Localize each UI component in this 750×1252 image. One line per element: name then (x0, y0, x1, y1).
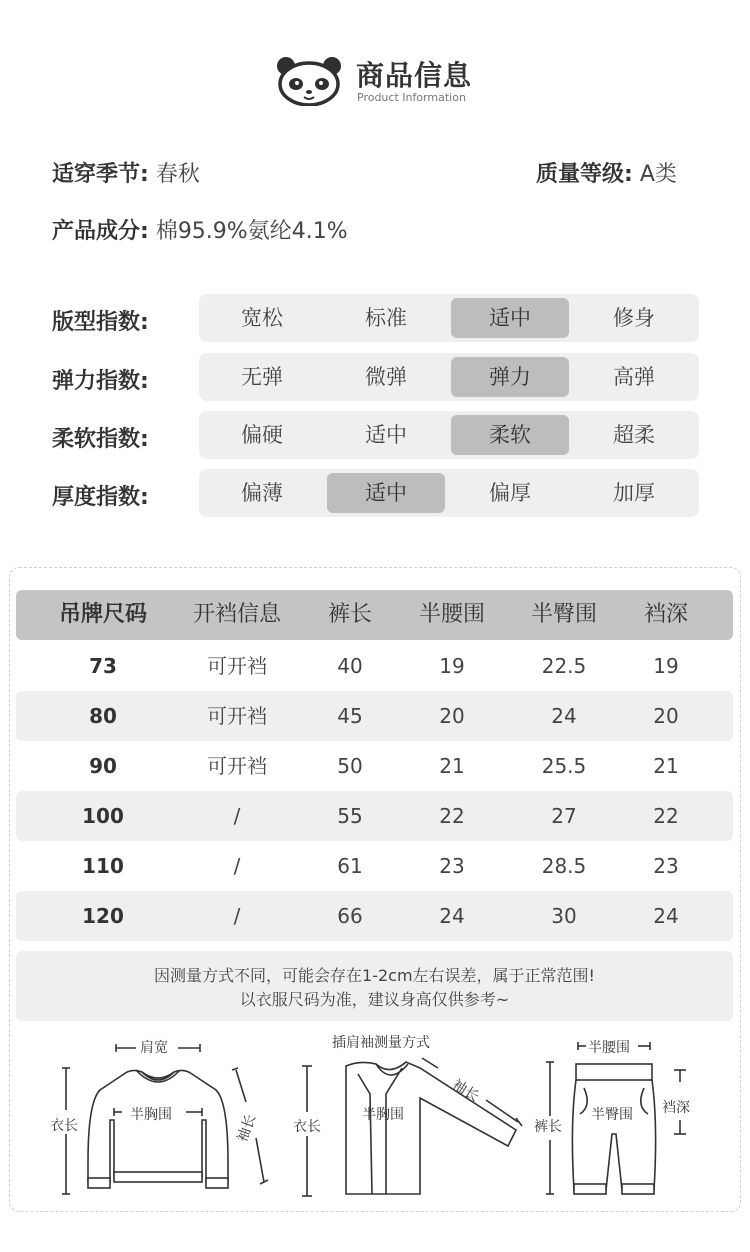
index-option: 偏薄 (241, 481, 283, 505)
index-option-selected: 弹力 (451, 357, 569, 397)
grade-info (536, 157, 677, 188)
table-cell: / (233, 904, 241, 928)
raglan-chest-label: 半胸围 (362, 1107, 404, 1123)
table-cell: 23 (439, 854, 465, 878)
waist-label: 半腰围 (588, 1040, 630, 1056)
table-cell: 20 (439, 704, 465, 728)
index-bar (199, 294, 699, 342)
table-row (16, 891, 733, 941)
table-cell: 可开裆 (207, 704, 267, 728)
index-bar (199, 469, 699, 517)
index-option: 偏厚 (489, 481, 531, 505)
chest-label: 半胸围 (130, 1107, 172, 1123)
column-header: 半腰围 (418, 602, 485, 627)
index-option: 修身 (613, 306, 655, 330)
index-option: 偏硬 (241, 423, 283, 447)
table-cell: 61 (337, 854, 363, 878)
table-row (16, 841, 733, 891)
index-bar (199, 411, 699, 459)
table-cell: 25.5 (541, 754, 587, 778)
raglan-sleeve-label: 袖长 (449, 1076, 482, 1106)
grade-key: 质量等级: (536, 162, 633, 187)
table-cell: 19 (439, 654, 465, 678)
table-cell: 73 (89, 654, 117, 678)
table-cell: 可开裆 (207, 654, 267, 678)
table-cell: 21 (653, 754, 679, 778)
table-cell: 50 (337, 754, 363, 778)
table-cell: 20 (653, 704, 679, 728)
grade-value: A类 (639, 162, 677, 187)
index-option-selected: 柔软 (451, 415, 569, 455)
index-option: 高弹 (613, 365, 655, 389)
index-option: 无弹 (241, 365, 283, 389)
index-label: 弹力指数: (52, 369, 149, 394)
table-cell: 45 (337, 704, 363, 728)
index-option: 超柔 (613, 423, 655, 447)
index-option-selected: 适中 (451, 298, 569, 338)
page-subtitle: Product Information (357, 91, 466, 104)
table-cell: 120 (82, 904, 124, 928)
table-row (16, 641, 733, 691)
index-label: 厚度指数: (52, 485, 149, 510)
table-cell: / (233, 804, 241, 828)
index-bar (199, 353, 699, 401)
table-cell: 110 (82, 854, 124, 878)
table-cell: 24 (551, 704, 577, 728)
table-cell: 30 (551, 904, 577, 928)
column-header: 裆深 (643, 602, 688, 627)
table-cell: 22 (439, 804, 465, 828)
table-cell: 66 (337, 904, 363, 928)
table-cell: 80 (89, 704, 117, 728)
table-cell: 55 (337, 804, 363, 828)
table-row (16, 691, 733, 741)
material-info (52, 214, 348, 245)
table-cell: 可开裆 (207, 754, 267, 778)
section-header (0, 50, 750, 110)
size-table-header (16, 590, 733, 640)
table-cell: 28.5 (541, 854, 587, 878)
raglan-diagram-icon (290, 1054, 530, 1204)
table-row (16, 791, 733, 841)
table-cell: 24 (653, 904, 679, 928)
sleeve-label: 袖长 (234, 1112, 260, 1145)
table-row (16, 741, 733, 791)
column-header: 吊牌尺码 (58, 602, 147, 627)
table-cell: 21 (439, 754, 465, 778)
season-info (52, 157, 200, 188)
material-value: 棉95.9%氨纶4.1% (155, 219, 348, 244)
raglan-length-label: 衣长 (293, 1119, 321, 1135)
table-cell: 23 (653, 854, 679, 878)
raglan-title: 插肩袖测量方式 (332, 1035, 430, 1051)
table-cell: 22.5 (541, 654, 587, 678)
table-cell: 19 (653, 654, 679, 678)
index-option: 加厚 (613, 481, 655, 505)
index-option: 微弹 (365, 365, 407, 389)
panda-logo-icon (274, 54, 344, 106)
table-cell: 22 (653, 804, 679, 828)
note-line-1: 因测量方式不同，可能会存在1-2cm左右误差，属于正常范围! (154, 966, 595, 985)
rise-label: 裆深 (662, 1100, 690, 1116)
index-option: 宽松 (241, 306, 283, 330)
index-option-selected: 适中 (327, 473, 445, 513)
column-header: 开裆信息 (192, 602, 281, 627)
table-cell: / (233, 854, 241, 878)
index-label: 版型指数: (52, 310, 149, 335)
table-cell: 27 (551, 804, 577, 828)
pants-length-label: 裤长 (534, 1119, 562, 1135)
note-line-2: 以衣服尺码为准，建议身高仅供参考~ (239, 990, 510, 1009)
hip-label: 半臀围 (591, 1107, 633, 1123)
index-option: 适中 (365, 423, 407, 447)
season-value: 春秋 (155, 162, 200, 187)
index-option: 标准 (365, 306, 407, 330)
length-label: 衣长 (50, 1118, 78, 1134)
table-cell: 24 (439, 904, 465, 928)
column-header: 半臀围 (530, 602, 597, 627)
page-title: 商品信息 (356, 59, 473, 92)
season-key: 适穿季节: (52, 162, 149, 187)
shoulder-label: 肩宽 (140, 1040, 168, 1056)
measurement-note (16, 951, 733, 1021)
material-key: 产品成分: (52, 219, 149, 244)
index-label: 柔软指数: (52, 427, 149, 452)
column-header: 裤长 (327, 602, 372, 627)
table-cell: 100 (82, 804, 124, 828)
table-cell: 90 (89, 754, 117, 778)
table-cell: 40 (337, 654, 363, 678)
